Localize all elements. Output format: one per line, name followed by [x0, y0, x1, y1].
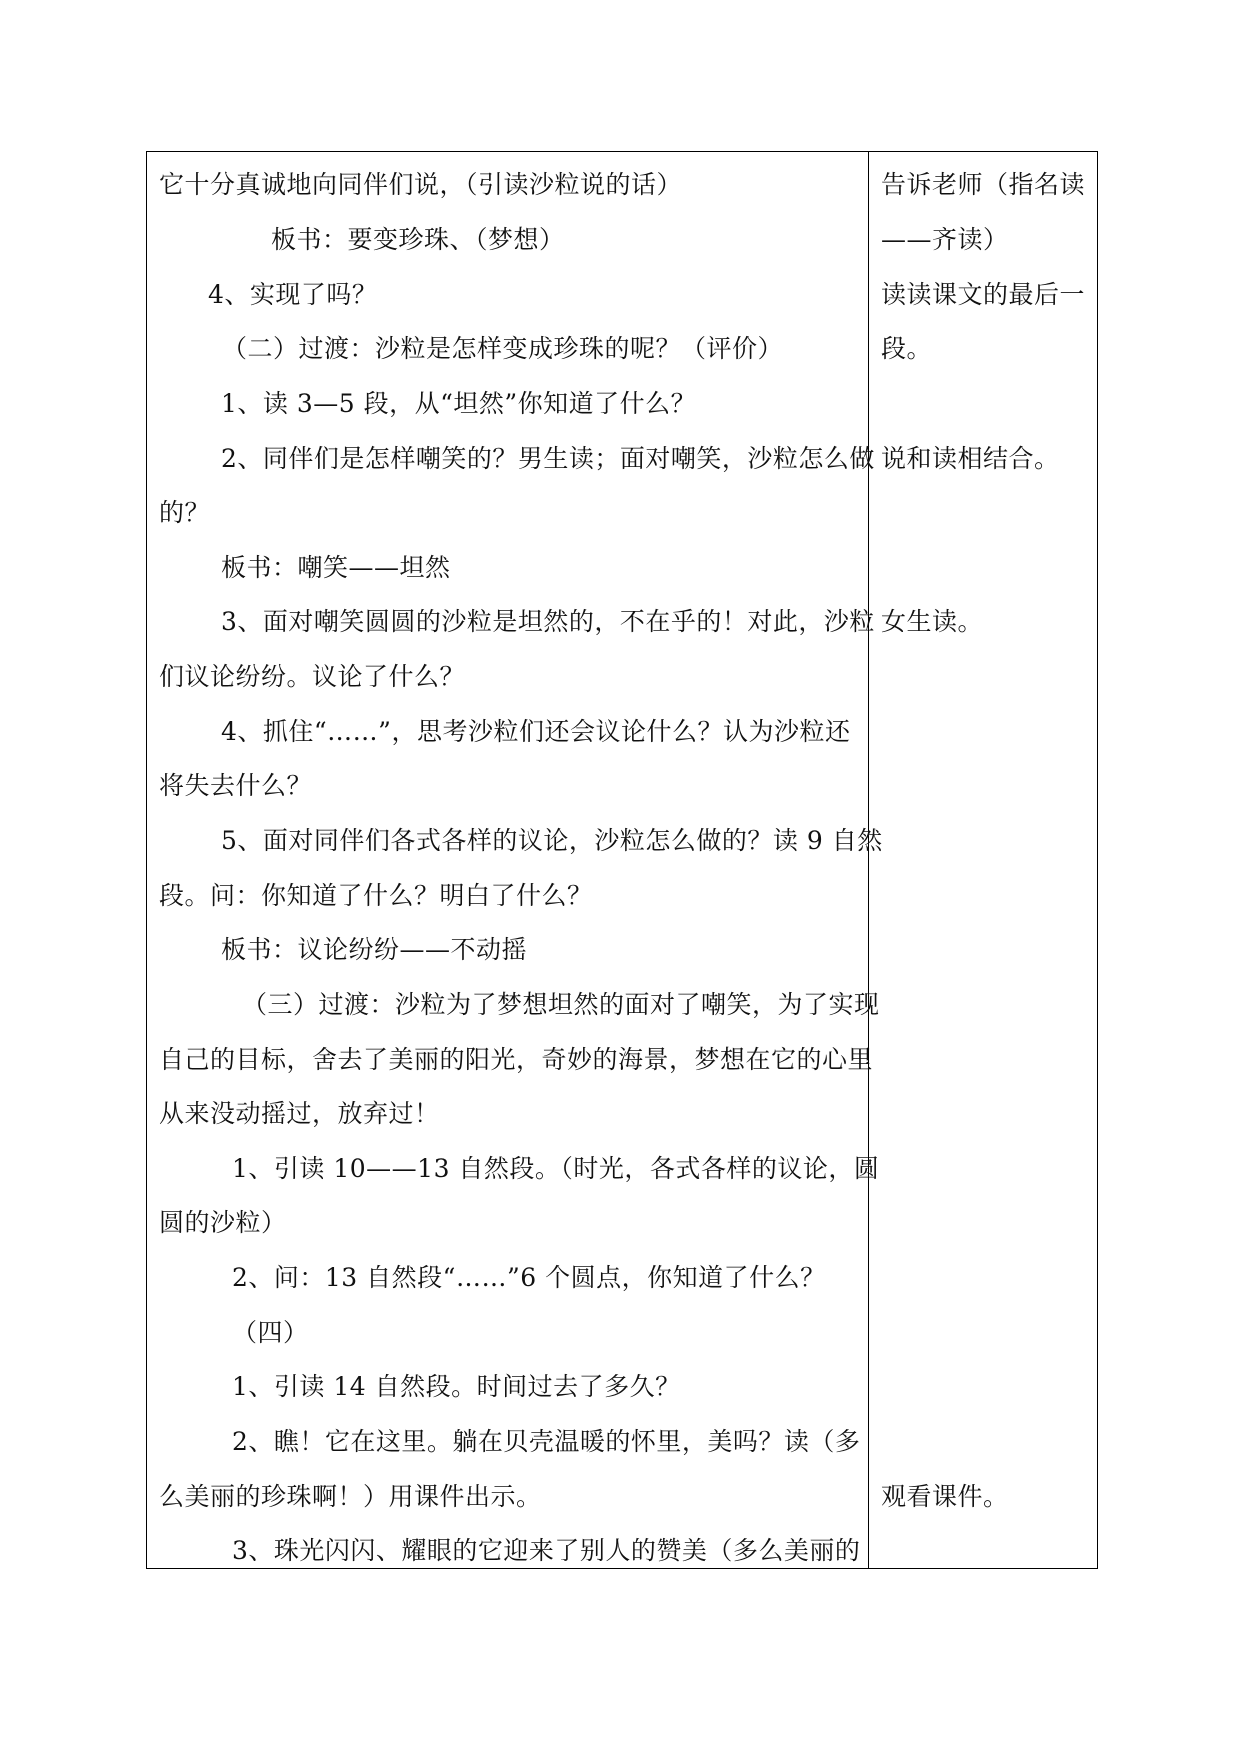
main-line: 板书：议论纷纷——不动摇	[221, 935, 528, 964]
side-line: 说和读相结合。	[881, 444, 1060, 473]
main-line: 1、读 3—5 段，从“坦然”你知道了什么？	[221, 389, 697, 418]
main-line: 板书：嘲笑——坦然	[221, 553, 451, 582]
main-line: 它十分真诚地向同伴们说，（引读沙粒说的话）	[159, 170, 683, 199]
main-line: 2、问：13 自然段“……”6 个圆点，你知道了什么？	[232, 1263, 826, 1292]
main-line: 4、实现了吗？	[208, 280, 378, 309]
main-line: 的？	[159, 498, 211, 527]
column-divider	[868, 151, 869, 1569]
side-line: 女生读。	[881, 607, 984, 636]
main-line: 自己的目标，舍去了美丽的阳光，奇妙的海景，梦想在它的心里	[159, 1045, 874, 1074]
main-line: 板书：要变珍珠、（梦想）	[271, 225, 565, 254]
main-line: 段。问：你知道了什么？明白了什么？	[159, 881, 593, 910]
main-line: 将失去什么？	[159, 771, 313, 800]
main-line: 从来没动摇过，放弃过！	[159, 1099, 440, 1128]
main-line: （四）	[232, 1318, 309, 1347]
side-line: 读读课文的最后一	[881, 280, 1086, 309]
main-line: 2、同伴们是怎样嘲笑的？男生读；面对嘲笑，沙粒怎么做	[221, 444, 875, 473]
main-line: 圆的沙粒）	[159, 1208, 287, 1237]
side-line: ——齐读）	[881, 225, 1009, 254]
main-line: （三）过渡：沙粒为了梦想坦然的面对了嘲笑，为了实现	[242, 990, 880, 1019]
main-line: 5、面对同伴们各式各样的议论，沙粒怎么做的？读 9 自然	[221, 826, 883, 855]
main-line: 2、瞧！它在这里。躺在贝壳温暖的怀里，美吗？读（多	[232, 1427, 861, 1456]
main-line: 3、珠光闪闪、耀眼的它迎来了别人的赞美（多么美丽的	[232, 1536, 861, 1565]
main-line: 1、引读 10——13 自然段。（时光，各式各样的议论，圆	[232, 1154, 880, 1183]
main-line: 3、面对嘲笑圆圆的沙粒是坦然的，不在乎的！对此，沙粒	[221, 607, 875, 636]
main-line: 们议论纷纷。议论了什么？	[159, 662, 466, 691]
main-line: 1、引读 14 自然段。时间过去了多久？	[232, 1372, 681, 1401]
main-line: 4、抓住“……”，思考沙粒们还会议论什么？认为沙粒还	[221, 717, 851, 746]
side-line: 告诉老师（指名读	[881, 170, 1086, 199]
main-line: 么美丽的珍珠啊！）用课件出示。	[159, 1482, 542, 1511]
side-line: 段。	[881, 334, 933, 363]
side-line: 观看课件。	[881, 1482, 1009, 1511]
main-line: （二）过渡：沙粒是怎样变成珍珠的呢？（评价）	[222, 334, 784, 363]
